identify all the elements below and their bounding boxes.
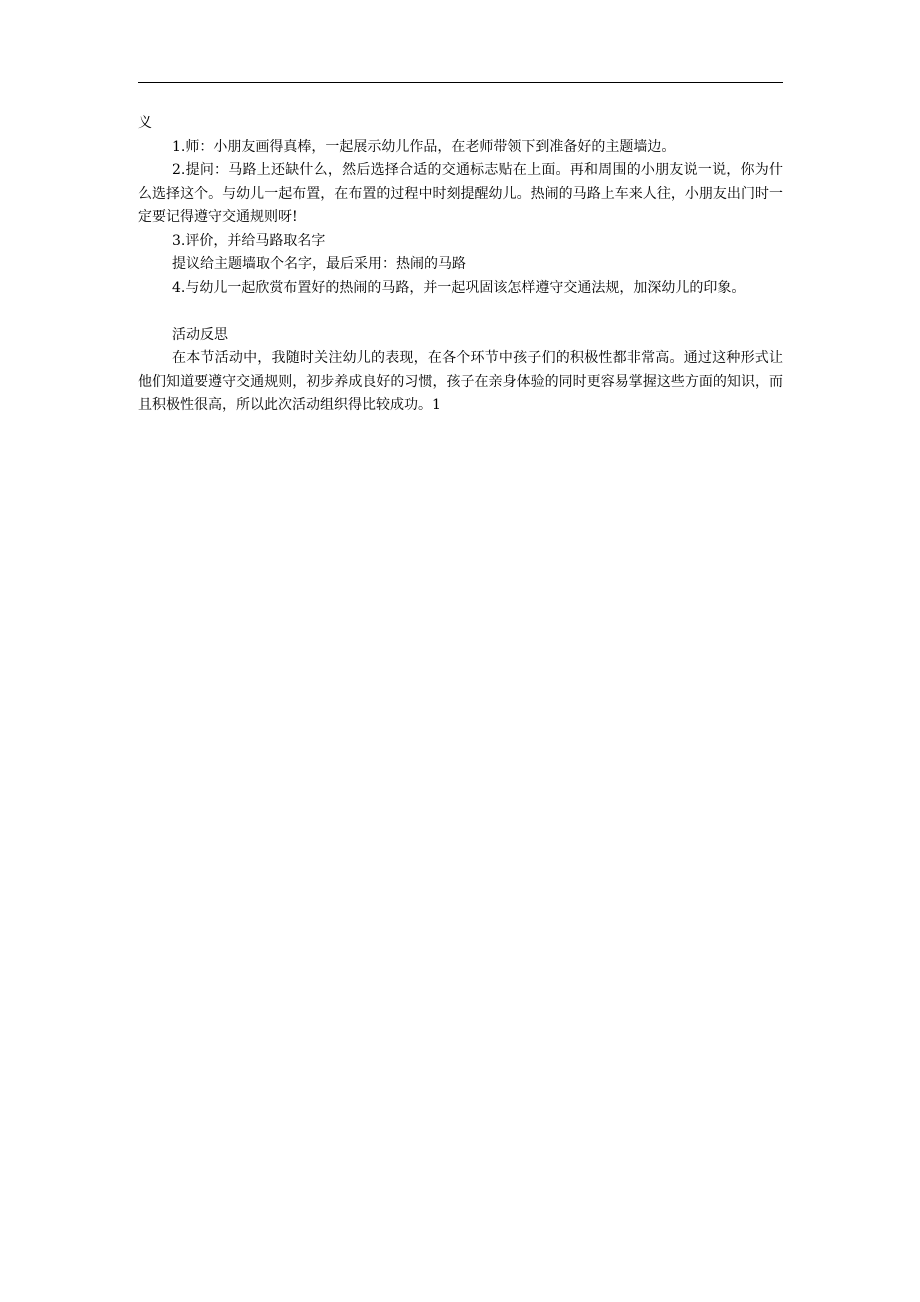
step-paragraph-1: 1.师：小朋友画得真棒，一起展示幼儿作品，在老师带领下到准备好的主题墙边。 [172, 138, 676, 155]
paragraph-spacer [138, 300, 783, 324]
reflection-text: 在本节活动中，我随时关注幼儿的表现，在各个环节中孩子们的积极性都非常高。通过这种形式让他们知道要遵守交通规则，初步养成良好的习惯，孩子在亲身体验的同时更容易掌握这些方面的知识，而且积极性很高，所以此次活动组织得比较成功。1 [138, 350, 783, 413]
step-paragraph-4: 4.与幼儿一起欣赏布置好的热闹的马路，并一起巩固该怎样遵守交通法规，加深幼儿的印象。 [172, 279, 746, 296]
header-rule [138, 82, 783, 83]
step-paragraph-2: 2.提问：马路上还缺什么，然后选择合适的交通标志贴在上面。再和周围的小朋友说一说，你为什么选择这个。与幼儿一起布置，在布置的过程中时刻提醒幼儿。热闹的马路上车来人往，小朋友出门时一定要记得遵守交通规则呀! [138, 162, 783, 225]
reflection-heading: 活动反思 [172, 326, 228, 343]
continued-line: 义 [138, 115, 152, 131]
document-body [138, 112, 783, 418]
step-paragraph-3: 3.评价，并给马路取名字 [172, 232, 326, 249]
naming-paragraph: 提议给主题墙取个名字，最后采用：热闹的马路 [172, 256, 466, 272]
